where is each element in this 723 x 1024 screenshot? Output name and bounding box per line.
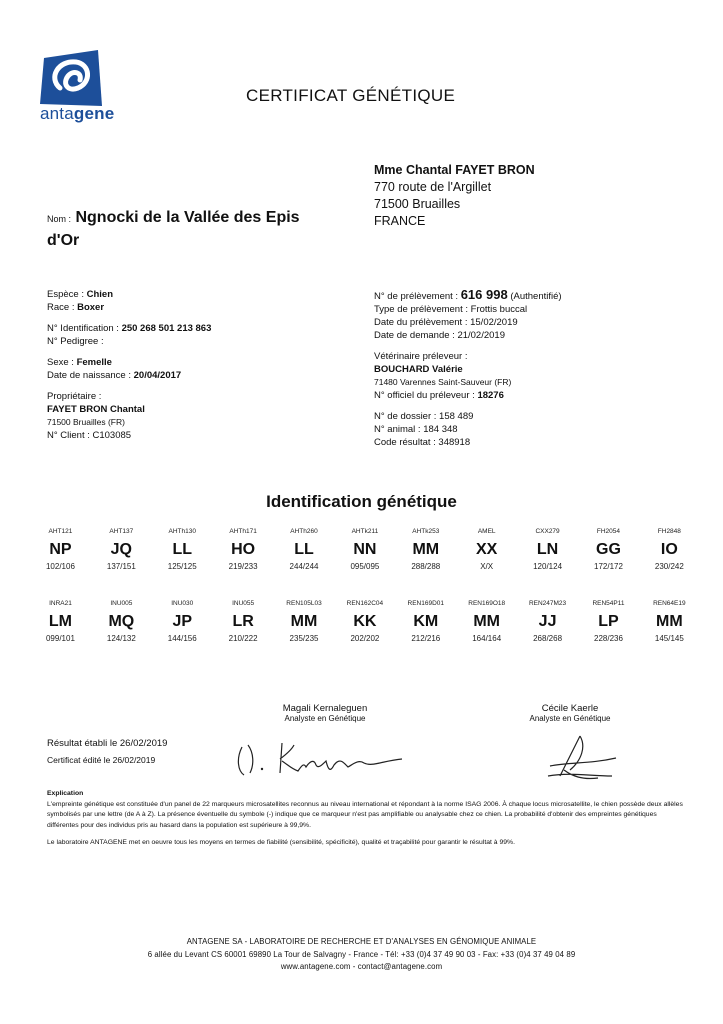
marker-genotype: MM [412,541,440,558]
marker-name: FH2848 [657,528,681,535]
marker-cell [152,528,213,571]
marker-name: CXX279 [535,528,560,535]
dog-name: Nom : Ngnocki de la Vallée des Epis d'Or [47,209,300,249]
marker-cell [152,600,213,643]
marker-cell [30,600,91,643]
marker-alleles: 144/156 [167,634,197,643]
marker-cell [334,528,395,571]
marker-genotype: JQ [110,541,132,558]
genetic-id-title: Identification génétique [266,492,457,511]
explanation: Explication L'empreinte génétique est constituée d'un panel de 22 marqueurs microsatellites reconnus au niveau international et répondant à la norme ISAG 2006. À chaque locus microsatellite, le chien possède deux allèles symbolisés par une lettre (de A à Z). La présence éventuelle du symbole (-) indique que ce marqueur n'est pas amplifiable ou analysable chez ce chien. La probabilité d'obtenir des empreintes génétiques différentes pour des individus pris au hasard dans la population est supérieure à 99,9%. Le laboratoire ANTAGENE met en oeuvre tous les moyens en termes de fiabilité (sensibilité, spécificité), qualité et traçabilité pour garantir le résultat à 99%. [47,790,683,846]
marker-cell [578,528,639,571]
marker-name: REN169O18 [468,600,506,607]
marker-genotype: LR [232,613,254,630]
marker-alleles: 235/235 [289,634,319,643]
marker-name: INU055 [232,600,255,607]
marker-cell [213,600,274,643]
marker-alleles: 219/233 [228,562,258,571]
logo-wordmark: antagene [40,104,115,123]
marker-genotype: KM [413,613,439,630]
marker-cell [456,600,517,643]
certificate-title: CERTIFICAT GÉNÉTIQUE [246,86,456,105]
marker-name: REN162C04 [346,600,384,607]
signature-right-drawing [520,732,630,787]
marker-alleles: 202/202 [350,634,380,643]
signature-left: Magali Kernaleguen Analyste en Génétique [282,703,368,723]
marker-cell [274,528,335,571]
marker-cell [517,528,578,571]
marker-cell [334,600,395,643]
marker-name: AHTh130 [168,528,196,535]
footer: ANTAGENE SA - LABORATOIRE DE RECHERCHE ET D'ANALYSES EN GÉNOMIQUE ANIMALE 6 allée du Levant CS 60001 69890 La Tour de Salvagny - France - Tél: +33 (0)4 37 49 90 03 - Fax: +33 (0)4 37 49 04 89 www.antagene.com - contact@antagene.com [147,937,576,971]
marker-alleles: 124/132 [106,634,136,643]
marker-cell [395,528,456,571]
marker-name: INU005 [110,600,133,607]
marker-genotype: MM [473,613,500,630]
marker-genotype: LN [536,541,559,558]
marker-genotype: LP [598,613,619,630]
marker-genotype: JP [172,613,193,630]
marker-alleles: 145/145 [654,634,684,643]
marker-alleles: 095/095 [350,562,380,571]
marker-name: REN169D01 [407,600,445,607]
marker-name: FH2054 [596,528,621,535]
marker-cell [274,600,335,643]
marker-genotype: NN [353,541,377,558]
marker-name: REN54P11 [592,600,625,607]
marker-name: AHTh171 [229,528,257,535]
marker-alleles: X/X [480,562,494,571]
marker-alleles: 210/222 [228,634,258,643]
marker-alleles: 102/106 [45,562,75,571]
marker-cell [213,528,274,571]
marker-alleles: 212/216 [411,634,441,643]
marker-alleles: 172/172 [594,562,623,571]
animal-info: Espèce : Chien Race : Boxer N° Identification : 250 268 501 213 863 N° Pedigree : Sexe : Femelle Date de naissance : 20/04/2017 Propriétaire : FAYET BRON Chantal 71500 Bruailles (FR) N° Client : C103085 [47,289,212,441]
owner-address: Mme Chantal FAYET BRON 770 route de l'Argillet 71500 Bruailles FRANCE [374,163,535,228]
marker-alleles: 230/242 [654,562,684,571]
marker-cell [91,600,152,643]
marker-alleles: 164/164 [472,634,502,643]
marker-alleles: 120/124 [533,562,563,571]
marker-alleles: 268/268 [533,634,563,643]
marker-cell [91,528,152,571]
marker-genotype: IO [660,541,678,558]
marker-genotype: MM [656,613,683,630]
marker-name: AHTh260 [290,528,318,535]
marker-cell [395,600,456,643]
marker-alleles: 137/151 [106,562,136,571]
marker-name: REN247M23 [528,600,567,607]
markers-row-1 [30,528,700,571]
marker-name: AHT121 [48,528,73,535]
marker-cell [456,528,517,571]
marker-genotype: LL [172,541,192,558]
marker-genotype: LM [48,613,72,630]
marker-genotype: XX [476,541,498,558]
marker-cell [639,528,700,571]
marker-name: INRA21 [49,600,72,607]
marker-genotype: KK [353,613,377,630]
marker-cell [30,528,91,571]
marker-genotype: MQ [108,613,135,630]
marker-cell [517,600,578,643]
marker-alleles: 099/101 [45,634,75,643]
marker-name: AMEL [477,528,496,535]
marker-genotype: JJ [538,613,557,630]
marker-name: REN64E19 [653,600,686,607]
signature-right: Cécile Kaerle Analyste en Génétique [529,703,611,723]
marker-alleles: 288/288 [411,562,441,571]
marker-name: AHTk211 [351,528,379,535]
marker-genotype: LL [294,541,314,558]
marker-name: INU030 [171,600,194,607]
marker-name: AHT137 [109,528,134,535]
marker-name: AHTk253 [412,528,440,535]
marker-alleles: 228/236 [594,634,623,643]
marker-cell [578,600,639,643]
marker-genotype: GG [596,541,621,558]
markers-row-2 [30,600,700,643]
antagene-logo [40,48,102,108]
certificate-dates: Résultat établi le 26/02/2019 Certificat édité le 26/02/2019 [47,738,168,765]
marker-name: REN105L03 [286,600,322,607]
marker-cell [639,600,700,643]
marker-alleles: 125/125 [167,562,197,571]
marker-genotype: HO [231,541,256,558]
marker-genotype: NP [49,541,72,558]
marker-alleles: 244/244 [289,562,319,571]
sample-info: N° de prélèvement : 616 998 (Authentifié) Type de prélèvement : Frottis buccal Date du prélèvement : 15/02/2019 Date de demande : 21/02/2019 Vétérinaire préleveur : BOUCHARD Valérie 71480 Varennes Saint-Sauveur (FR) N° officiel du préleveur : 18276 N° de dossier : 158 489 N° animal : 184 348 Code résultat : 348918 [374,287,562,448]
marker-genotype: MM [290,613,318,630]
signature-left-drawing [232,735,422,785]
